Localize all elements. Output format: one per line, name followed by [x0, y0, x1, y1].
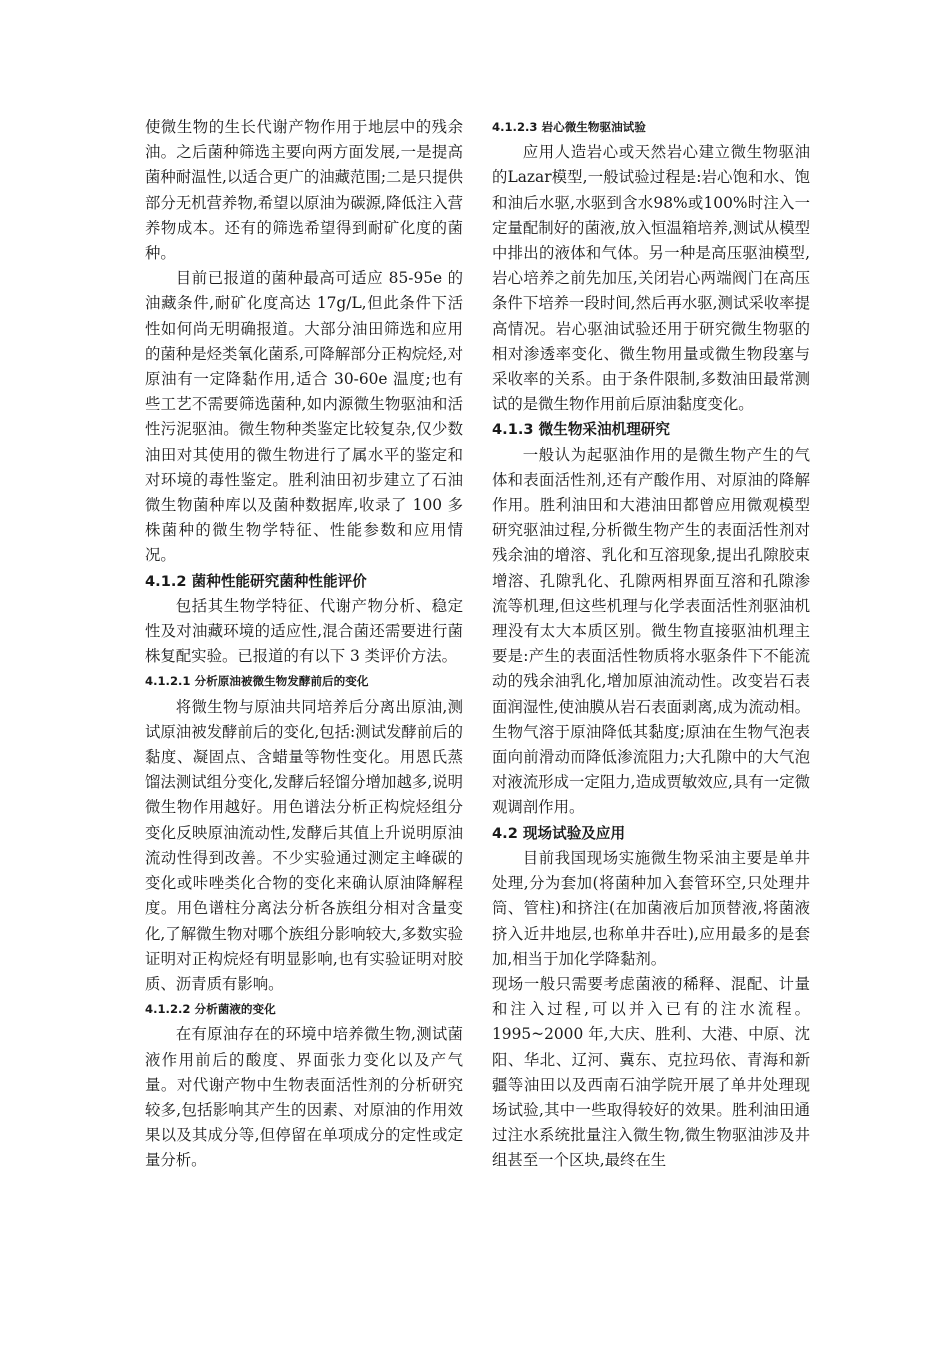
paragraph-4-1-2-3: 应用人造岩心或天然岩心建立微生物驱油的Lazar模型,一般试验过程是:岩心饱和水、饱和油后水驱,水驱到含水98%或100%时注入一定量配制好的菌液,放入恒温箱培养,测试从模型中排出的液体和气体。另一种是高压驱油模型,岩心培养之前先加压,关闭岩心两端阀门在高压条件下培养一段时间,然后再水驱,测试采收率提高情况。岩心驱油试验还用于研究微生物驱的相对渗透率变化、微生物用量或微生物段塞与采收率的关系。由于条件限制,多数油田最常测试的是微生物作用前后原油黏度变化。 [492, 143, 810, 414]
heading-4-1-3: 4.1.3 微生物采油机理研究 [492, 421, 670, 439]
heading-4-1-2-2: 4.1.2.2 分析菌液的变化 [145, 1002, 276, 1017]
paragraph-4-1-3: 一般认为起驱油作用的是微生物产生的气体和表面活性剂,还有产酸作用、对原油的降解作用。胜利油田和大港油田都曾应用微观模型研究驱油过程,分析微生物产生的表面活性剂对残余油的增溶、乳化和互溶现象,提出孔隙胶束增溶、孔隙乳化、孔隙两相界面互溶和孔隙渗流等机理,但这些机理与化学表面活性剂驱油机理没有太大本质区别。微生物直接驱油机理主要是:产生的表面活性物质将水驱条件下不能流动的残余油乳化,增加原油流动性。改变岩石表面润湿性,使油膜从岩石表面剥离,成为流动相。生物气溶于原油降低其黏度;原油在生物气泡表面向前滑动而降低渗流阻力;大孔隙中的大气泡对液流形成一定阻力,造成贾敏效应,具有一定微观调剖作用。 [492, 445, 810, 817]
right-column [492, 115, 810, 1174]
left-column [145, 115, 463, 1174]
heading-4-1-2-1: 4.1.2.1 分析原油被微生物发酵前后的变化 [145, 674, 369, 689]
heading-4-2: 4.2 现场试验及应用 [492, 824, 626, 842]
paragraph-4-1-2-2: 在有原油存在的环境中培养微生物,测试菌液作用前后的酸度、界面张力变化以及产气量。对代谢产物中生物表面活性剂的分析研究较多,包括影响其产生的因素、对原油的作用效果以及其成分等,但停留在单项成分的定性或定量分析。 [145, 1025, 463, 1170]
paragraph-4-2: 目前我国现场实施微生物采油主要是单井处理,分为套加(将菌种加入套管环空,只处理井筒、管柱)和挤注(在加菌液后加顶替液,将菌液挤入近井地层,也称单井吞吐),应用最多的是套加,相当于加化学降黏剂。 [492, 848, 810, 968]
paragraph-4-2-continued: 现场一般只需要考虑菌液的稀释、混配、计量和注入过程,可以并入已有的注水流程。1995~2000 年,大庆、胜利、大港、中原、沈阳、华北、辽河、冀东、克拉玛依、青海和新疆等油田以及西南石油学院开展了单井处理现场试验,其中一些取得较好的效果。胜利油田通过注水系统批量注入微生物,微生物驱油涉及井组甚至一个区块,最终在生 [492, 974, 810, 1170]
paragraph-4-1-2: 包括其生物学特征、代谢产物分析、稳定性及对油藏环境的适应性,混合菌还需要进行菌株复配实验。已报道的有以下 3 类评价方法。 [145, 596, 463, 666]
paragraph-intro: 使微生物的生长代谢产物作用于地层中的残余油。之后菌种筛选主要向两方面发展,一是提高菌种耐温性,以适合更广的油藏范围;二是只提供部分无机营养物,希望以原油为碳源,降低注入营养物成本。还有的筛选希望得到耐矿化度的菌种。 [145, 118, 463, 263]
heading-4-1-2: 4.1.2 菌种性能研究菌种性能评价 [145, 572, 367, 590]
paragraph-4-1-2-1: 将微生物与原油共同培养后分离出原油,测试原油被发酵前后的变化,包括:测试发酵前后的黏度、凝固点、含蜡量等物性变化。用恩氏蒸馏法测试组分变化,发酵后轻馏分增加越多,说明微生物作用越好。用色谱法分析正构烷烃组分变化反映原油流动性,发酵后其值上升说明原油流动性得到改善。不少实验通过测定主峰碳的变化或咔唑类化合物的变化来确认原油降解程度。用色谱柱分离法分析各族组分相对含量变化,了解微生物对哪个族组分影响较大,多数实验证明对正构烷烃有明显影响,也有实验证明对胶质、沥青质有影响。 [145, 697, 463, 993]
paragraph-strains: 目前已报道的菌种最高可适应 85-95e 的油藏条件,耐矿化度高达 17g/L,但此条件下活性如何尚无明确报道。大部分油田筛选和应用的菌种是烃类氧化菌系,可降解部分正构烷烃,对原油有一定降黏作用,适合 30-60e 温度;也有些工艺不需要筛选菌种,如内源微生物驱油和活性污泥驱油。微生物种类鉴定比较复杂,仅少数油田对其使用的微生物进行了属水平的鉴定和对环境的毒性鉴定。胜利油田初步建立了石油微生物菌种库以及菌种数据库,收录了 100 多株菌种的微生物学特征、性能参数和应用情况。 [145, 269, 463, 565]
heading-4-1-2-3: 4.1.2.3 岩心微生物驱油试验 [492, 120, 646, 134]
